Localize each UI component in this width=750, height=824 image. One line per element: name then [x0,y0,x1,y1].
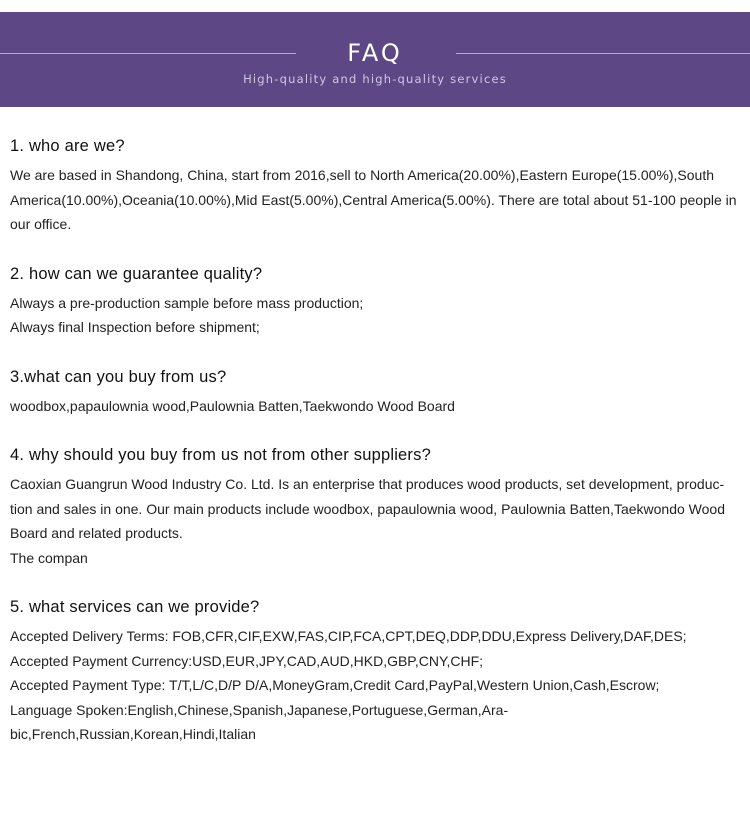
faq-question: 2. how can we guarantee quality? [10,264,263,283]
faq-banner [0,12,750,107]
page-subtitle: High-quality and high-quality services [243,72,507,86]
faq-item-3 [10,367,742,419]
faq-question: 1. who are we? [10,137,125,155]
faq-list [10,136,742,774]
faq-answer-line: Language Spoken:English,Chinese,Spanish,Japanese,Portuguese,German,Ara- [10,701,509,718]
faq-question: 3.what can you buy from us? [10,367,227,386]
faq-item-1 [10,136,742,237]
faq-answer-line: We are based in Shandong, China, start from 2016,sell to North America(20.00%),Eastern Europe(15.00%),South [10,167,715,183]
faq-item-2 [10,264,742,340]
faq-item-4 [10,445,742,570]
faq-answer-line: woodbox,papaulownia wood,Paulownia Batten,Taekwondo Wood Board [10,397,455,414]
faq-answer-line: Always final Inspection before shipment; [10,319,260,335]
faq-question: 4. why should you buy from us not from other suppliers? [10,446,431,464]
page-title: FAQ [347,39,403,67]
faq-answer-line: The compan [10,549,88,566]
faq-answer-line: Accepted Payment Type: T/T,L/C,D/P D/A,MoneyGram,Credit Card,PayPal,Western Union,Cash,Escrow; [10,677,660,693]
faq-answer-line: Board and related products. [10,525,183,541]
faq-answer-line: Accepted Delivery Terms: FOB,CFR,CIF,EXW,FAS,CIP,FCA,CPT,DEQ,DDP,DDU,Express Delivery,DAF,DES; [10,628,687,644]
faq-answer-line: our office. [10,216,72,232]
faq-answer-line: Caoxian Guangrun Wood Industry Co. Ltd. Is an enterprise that produces wood products, set development, produc- [10,476,725,492]
faq-answer-line: Accepted Payment Currency:USD,EUR,JPY,CAD,AUD,HKD,GBP,CNY,CHF; [10,652,484,669]
faq-answer-line: bic,French,Russian,Korean,Hindi,Italian [10,726,256,742]
faq-answer-line: tion and sales in one. Our main products include woodbox, papaulownia wood, Paulownia Batten,Taekwondo Wood [10,500,725,517]
faq-answer-line: America(10.00%),Oceania(10.00%),Mid East(5.00%),Central America(5.00%). There are total about 51-100 people in [10,191,737,208]
faq-question: 5. what services can we provide? [10,598,260,616]
faq-answer-line: Always a pre-production sample before mass production; [10,294,364,311]
faq-item-5 [10,597,742,747]
